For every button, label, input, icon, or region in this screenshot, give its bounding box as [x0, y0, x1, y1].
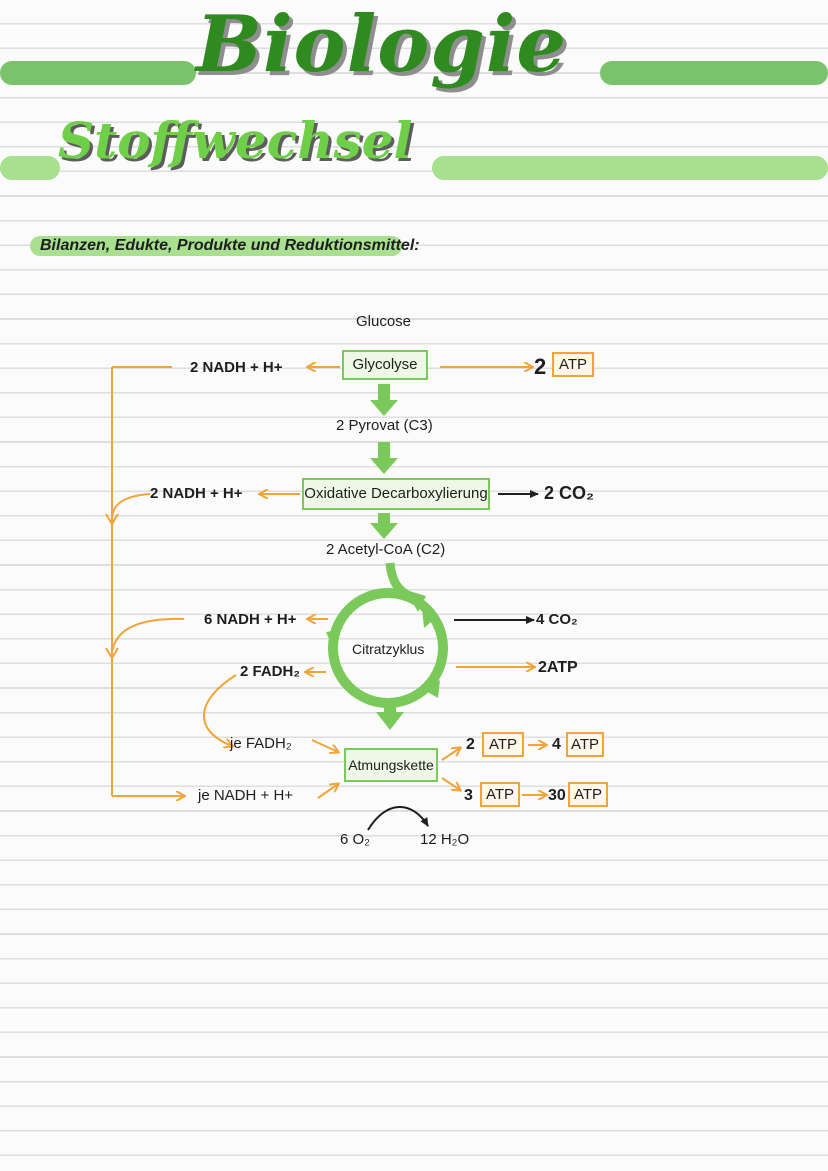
label-je-nadh: je NADH + H+ [198, 787, 294, 804]
label-cit-fadh: 2 FADH₂ [240, 663, 301, 680]
green-arrow-pyruvat-to-oxdec [370, 442, 398, 474]
page-subtitle: Stoffwechsel [58, 111, 413, 170]
label-glucose: Glucose [356, 313, 412, 330]
label-acetyl: 2 Acetyl-CoA (C2) [326, 541, 446, 558]
green-arrow-glycolyse-to-pyruvat [370, 384, 398, 416]
box-resp-fadh-atp [482, 732, 524, 757]
arrow-atmung-fadh [442, 748, 460, 760]
label-resp-fadh-atp: ATP [488, 736, 518, 753]
label-resp-nadh-num: 3 [464, 787, 473, 804]
arrow-je-fadh [312, 740, 338, 752]
label-o2: 6 O₂ [340, 831, 370, 848]
label-oxdec: Oxidative Decarboxylierung [304, 485, 488, 502]
box-glycolyse [342, 350, 428, 380]
label-resp-nadh-atp: ATP [485, 786, 515, 803]
label-glyco-atp-num: 2 [534, 354, 547, 379]
label-atmung: Atmungskette [348, 757, 434, 773]
green-arrow-oxdec-to-acetyl [370, 513, 398, 539]
label-ox-co2: 2 CO₂ [544, 483, 595, 503]
label-resp-fadh-num: 2 [466, 736, 475, 753]
label-je-fadh: je FADH₂ [230, 735, 292, 752]
box-oxdec [302, 478, 490, 510]
label-glycolyse: Glycolyse [352, 356, 418, 373]
box-resp-nadh-atp [480, 782, 520, 807]
box-glyco-atp [552, 352, 594, 377]
nadh-collect-bracket [106, 367, 184, 796]
label-resp-fadh-total: 4 [552, 736, 561, 753]
label-resp-nadh-total-atp: ATP [573, 786, 603, 803]
label-cit-atp: 2ATP [538, 659, 578, 676]
label-cit-nadh: 6 NADH + H+ [204, 611, 297, 628]
label-cit-co2: 4 CO₂ [536, 611, 578, 628]
arrow-je-nadh [318, 784, 338, 798]
label-resp-nadh-total: 30 [548, 787, 566, 804]
label-citrat: Citratzyklus [352, 641, 425, 657]
label-pyruvat: 2 Pyrovat (C3) [336, 417, 433, 434]
label-ox-nadh: 2 NADH + H+ [150, 485, 243, 502]
box-atmung [344, 748, 438, 782]
page-title: Biologie [196, 0, 568, 90]
box-resp-fadh-total-atp [566, 732, 604, 757]
section-heading: Bilanzen, Edukte, Produkte und Reduktionsmittel: [40, 237, 420, 254]
label-h2o: 12 H₂O [420, 831, 470, 848]
box-resp-nadh-total-atp [568, 782, 608, 807]
arrow-atmung-nadh [442, 778, 460, 790]
label-glyco-atp: ATP [558, 356, 588, 373]
label-glyco-nadh: 2 NADH + H+ [190, 359, 283, 376]
label-resp-fadh-total-atp: ATP [570, 736, 600, 753]
arrow-o2-to-h2o [368, 807, 428, 830]
